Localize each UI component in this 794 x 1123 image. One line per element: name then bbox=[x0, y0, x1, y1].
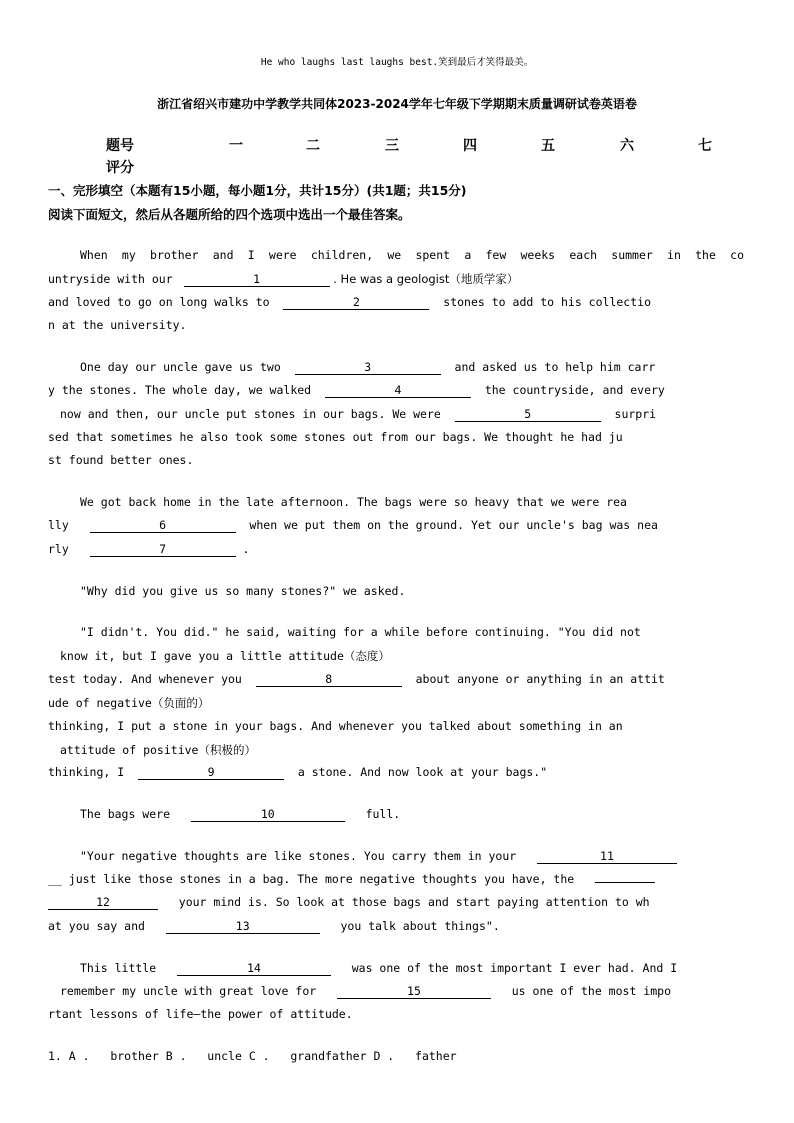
passage-text: "Your negative thoughts are like stones. You carry them in your bbox=[80, 849, 517, 863]
score-column: 七 bbox=[698, 138, 712, 154]
passage-line: "Why did you give us so many stones?" we asked. bbox=[80, 584, 406, 598]
passage-line: st found better ones. bbox=[48, 453, 194, 467]
blank-field[interactable]: 6 bbox=[90, 518, 236, 533]
passage-line: ude of negative（负面的） bbox=[48, 696, 210, 710]
passage-line: sed that sometimes he also took some stones out from our bags. We thought he had ju bbox=[48, 430, 623, 444]
passage-text: rly bbox=[48, 542, 69, 556]
passage-line: When my brother and I were children, we spent a few weeks each summer in the co bbox=[80, 248, 744, 262]
passage-line bbox=[48, 672, 665, 687]
option-c[interactable]: grandfather D . bbox=[290, 1049, 395, 1063]
passage-line bbox=[80, 849, 677, 864]
option-b[interactable]: uncle C . bbox=[207, 1049, 270, 1063]
passage-text: thinking, I bbox=[48, 765, 125, 779]
blank-field[interactable]: 7 bbox=[90, 542, 236, 557]
passage-line bbox=[48, 518, 658, 533]
passage-text: __ just like those stones in a bag. The more negative thoughts you have, the bbox=[48, 872, 575, 886]
passage-line: thinking, I put a stone in your bags. And whenever you talked about something in an bbox=[48, 719, 623, 733]
passage-line bbox=[48, 295, 651, 310]
passage-text: about anyone or anything in an attit bbox=[415, 672, 665, 686]
blank-field[interactable]: 9 bbox=[138, 765, 284, 780]
passage-text: surpri bbox=[614, 407, 657, 421]
blank-field[interactable]: 5 bbox=[455, 407, 601, 422]
passage-line bbox=[80, 807, 400, 822]
passage-text: full. bbox=[365, 807, 401, 821]
section-heading: 一、完形填空（本题有15小题，每小题1分，共计15分）(共1题；共15分) bbox=[48, 183, 467, 198]
option-d[interactable]: father bbox=[415, 1049, 457, 1063]
blank-field[interactable]: 12 bbox=[48, 895, 158, 910]
passage-text: This little bbox=[80, 961, 157, 975]
passage-text: The bags were bbox=[80, 807, 171, 821]
score-column: 六 bbox=[620, 138, 634, 154]
passage-line bbox=[48, 271, 518, 287]
blank-field[interactable]: 3 bbox=[295, 360, 441, 375]
blank-field[interactable]: 15 bbox=[337, 984, 491, 999]
passage-text: . bbox=[242, 542, 250, 556]
passage-line bbox=[80, 360, 655, 375]
score-column: 五 bbox=[541, 138, 555, 154]
passage-line bbox=[48, 895, 650, 910]
score-column: 二 bbox=[306, 138, 320, 154]
passage-line: rtant lessons of life—the power of attitude. bbox=[48, 1007, 353, 1021]
passage-text: untryside with our bbox=[48, 272, 173, 286]
passage-text: the countryside, and every bbox=[484, 383, 665, 397]
passage-line: attitude of positive（积极的） bbox=[60, 743, 256, 757]
score-column: 三 bbox=[385, 138, 399, 154]
passage-text: at you say and bbox=[48, 919, 145, 933]
passage-line: "I didn't. You did." he said, waiting for a while before continuing. "You did not bbox=[80, 625, 641, 639]
passage-text: when we put them on the ground. Yet our uncle's bag was nea bbox=[249, 518, 658, 532]
score-row-label: 题号 bbox=[106, 138, 134, 154]
question-1 bbox=[48, 1049, 457, 1063]
score-label: 评分 bbox=[106, 160, 134, 176]
passage-text: One day our uncle gave us two bbox=[80, 360, 281, 374]
passage-line bbox=[60, 407, 656, 422]
passage-text: you talk about things". bbox=[340, 919, 500, 933]
blank-field[interactable]: 11 bbox=[537, 849, 677, 864]
document-title: 浙江省绍兴市建功中学教学共同体2023-2024学年七年级下学期期末质量调研试卷英语卷 bbox=[157, 97, 637, 111]
passage-line: n at the university. bbox=[48, 318, 187, 332]
passage-text: stones to add to his collectio bbox=[443, 295, 651, 309]
passage-text: remember my uncle with great love for bbox=[60, 984, 317, 998]
passage-text: test today. And whenever you bbox=[48, 672, 242, 686]
blank-field[interactable]: 10 bbox=[191, 807, 345, 822]
header-quote: He who laughs last laughs best.笑到最后才笑得最美。 bbox=[260, 57, 534, 68]
instruction: 阅读下面短文，然后从各题所给的四个选项中选出一个最佳答案。 bbox=[48, 207, 411, 222]
passage-line: know it, but I gave you a little attitude（态度） bbox=[60, 649, 390, 663]
question-number: 1. A . bbox=[48, 1049, 90, 1063]
passage-text: your mind is. So look at those bags and start paying attention to wh bbox=[178, 895, 650, 909]
blank-field[interactable]: 2 bbox=[283, 295, 429, 310]
passage-line: We got back home in the late afternoon. The bags were so heavy that we were rea bbox=[80, 495, 627, 509]
blank-field[interactable]: 4 bbox=[325, 383, 471, 398]
passage-line bbox=[48, 542, 249, 557]
passage-line bbox=[60, 984, 671, 999]
passage-line bbox=[48, 919, 500, 934]
passage-text: and loved to go on long walks to bbox=[48, 295, 270, 309]
score-column: 一 bbox=[229, 138, 243, 154]
passage-line bbox=[80, 961, 677, 976]
passage-text: and asked us to help him carr bbox=[454, 360, 656, 374]
blank-field[interactable]: 1 bbox=[184, 272, 330, 287]
passage-line bbox=[48, 872, 655, 886]
score-column: 四 bbox=[463, 138, 477, 154]
passage-line bbox=[48, 383, 665, 398]
blank-field[interactable] bbox=[595, 882, 655, 883]
passage-text: was one of the most important I ever had. And I bbox=[351, 961, 678, 975]
passage-text: now and then, our uncle put stones in our bags. We were bbox=[60, 407, 441, 421]
passage-text: lly bbox=[48, 518, 69, 532]
blank-field[interactable]: 13 bbox=[166, 919, 320, 934]
blank-field[interactable]: 8 bbox=[256, 672, 402, 687]
passage-text: . He was a geologist（地质学家） bbox=[333, 272, 519, 286]
option-a[interactable]: brother B . bbox=[110, 1049, 187, 1063]
passage-text: us one of the most impo bbox=[511, 984, 671, 998]
passage-line bbox=[48, 765, 547, 780]
passage-text: y the stones. The whole day, we walked bbox=[48, 383, 312, 397]
passage-text: a stone. And now look at your bags." bbox=[297, 765, 548, 779]
blank-field[interactable]: 14 bbox=[177, 961, 331, 976]
